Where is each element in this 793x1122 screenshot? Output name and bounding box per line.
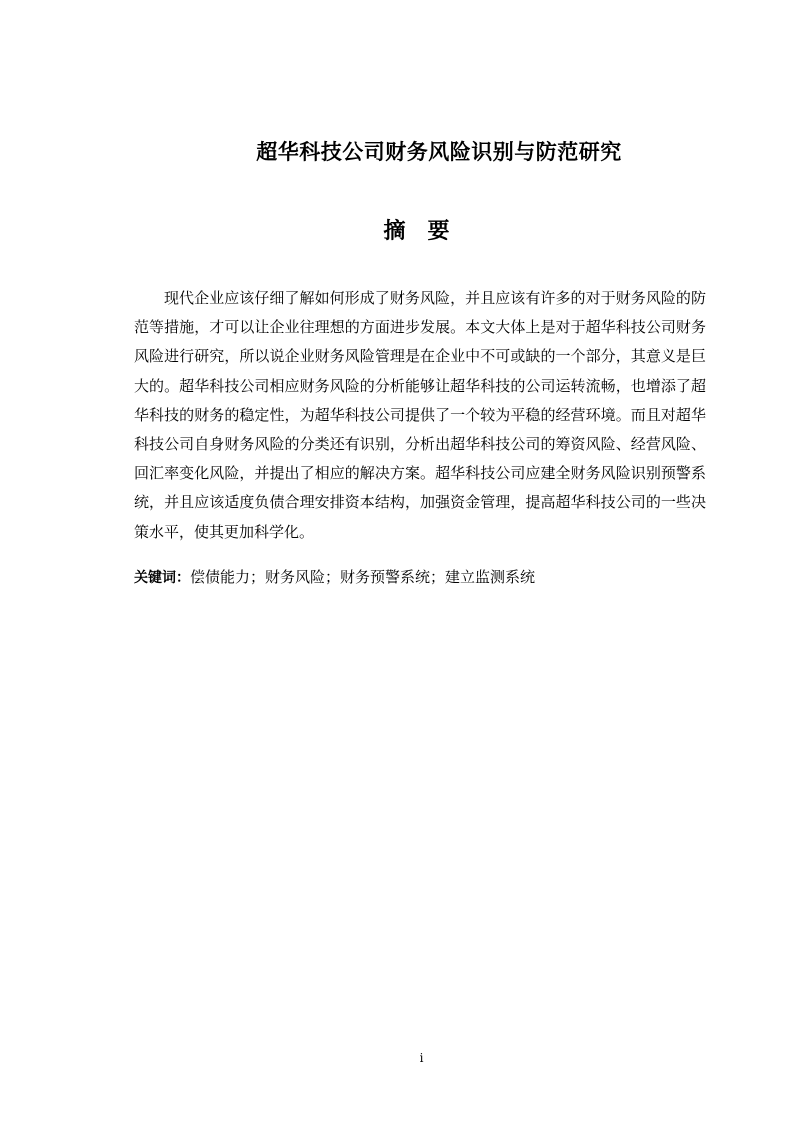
abstract-body: 现代企业应该仔细了解如何形成了财务风险，并且应该有许多的对于财务风险的防范等措施，才可以让企业往理想的方面进步发展。本文大体上是对于超华科技公司财务风险进行研究，所以说企业财务风险管理是在企业中不可或缺的一个部分，其意义是巨大的。超华科技公司相应财务风险的分析能够让超华科技的公司运转流畅，也增添了超华科技的财务的稳定性，为超华科技公司提供了一个较为平稳的经营环境。而且对超华科技公司自身财务风险的分类还有识别，分析出超华科技公司的筹资风险、经营风险、回汇率变化风险，并提出了相应的解决方案。超华科技公司应建全财务风险识别预警系统，并且应该适度负债合理安排资本结构，加强资金管理，提高超华科技公司的一些决策水平，使其更加科学化。 bbox=[134, 289, 706, 541]
keywords-line bbox=[134, 563, 706, 593]
keywords-text: 偿债能力；财务风险；财务预警系统；建立监测系统 bbox=[190, 568, 536, 586]
page-number: i bbox=[419, 1051, 424, 1065]
document-title: 超华科技公司财务风险识别与防范研究 bbox=[256, 140, 622, 164]
keywords-label: 关键词： bbox=[134, 570, 190, 586]
abstract-heading: 摘 要 bbox=[383, 219, 450, 244]
